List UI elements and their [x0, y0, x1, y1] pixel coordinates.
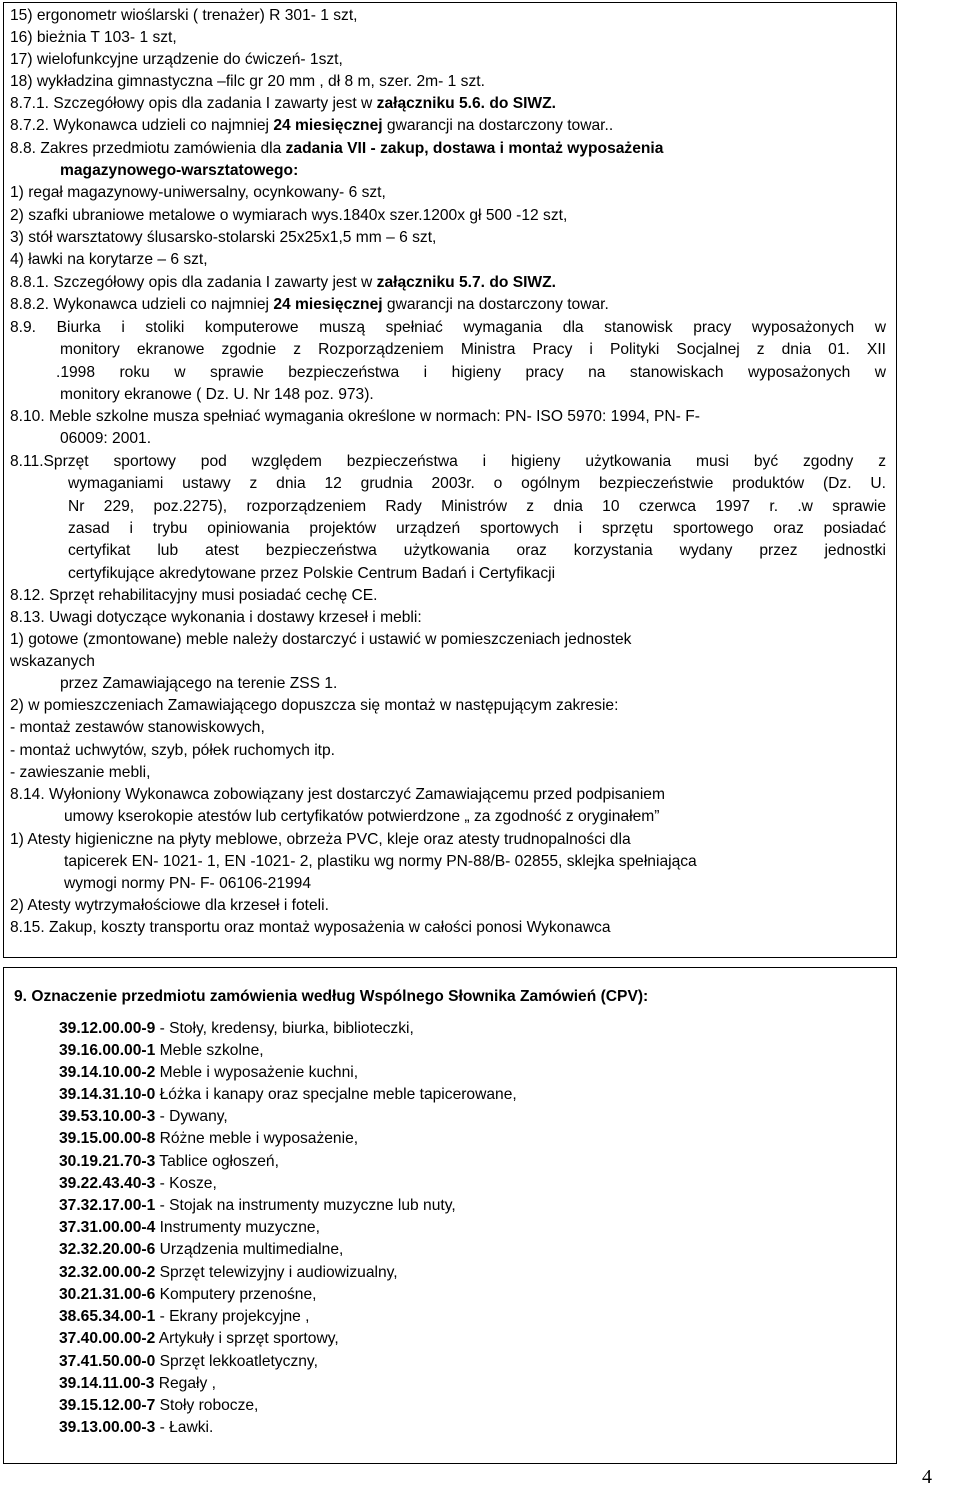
cpv-code: 37.41.50.00-0: [59, 1353, 156, 1370]
text-line: 8.10. Meble szkolne musza spełniać wymagania określone w normach: PN- ISO 5970: 1994, PN- F-: [10, 408, 700, 425]
cpv-description: Meble i wyposażenie kuchni,: [155, 1064, 359, 1081]
cpv-code: 38.65.34.00-1: [59, 1308, 156, 1325]
cpv-item: [59, 1240, 343, 1260]
attachment-ref: załączniku 5.7. do SIWZ.: [376, 274, 557, 291]
cpv-item: [59, 1085, 517, 1105]
cpv-description: - Stoły, kredensy, biurka, biblioteczki,: [155, 1020, 414, 1037]
text-line: 8.15. Zakup, koszty transportu oraz montaż wyposażenia w całości ponosi Wykonawca: [10, 919, 611, 936]
text-line: zasad i trybu opiniowania projektów urządzeń sportowych i sprzętu sportowego oraz posiadać: [68, 520, 886, 537]
cpv-item: [59, 1396, 258, 1416]
text-line: przez Zamawiającego na terenie ZSS 1.: [60, 675, 338, 692]
text-line: certyfikujące akredytowane przez Polskie Centrum Badań i Certyfikacji: [68, 565, 556, 582]
text-line: certyfikat lub atest bezpieczeństwa użytkowania oraz korzystania wydany przez jednostki: [68, 542, 886, 559]
cpv-description: - Kosze,: [155, 1175, 217, 1192]
cpv-item: [59, 1329, 339, 1349]
cpv-description: - Ławki.: [155, 1419, 214, 1436]
cpv-code: 39.14.31.10-0: [59, 1086, 156, 1103]
cpv-description: Artykuły i sprzęt sportowy,: [155, 1330, 339, 1347]
text-line: wymogi normy PN- F- 06106-21994: [64, 875, 312, 892]
text-line: 8.8.1. Szczegółowy opis dla zadania I zawarty jest w załączniku 5.7. do SIWZ.: [10, 274, 557, 291]
text-line: 18) wykładzina gimnastyczna –filc gr 20 mm , dł 8 m, szer. 2m- 1 szt.: [10, 73, 485, 90]
text-line: wymaganiami ustawy z dnia 12 grudnia 2003r. o ogólnym bezpieczeństwie produktów (Dz. U.: [68, 475, 886, 492]
section-heading: 9. Oznaczenie przedmiotu zamówienia według Wspólnego Słownika Zamówień (CPV):: [14, 988, 649, 1005]
page-number: 4: [922, 1466, 932, 1488]
cpv-code: 39.15.00.00-8: [59, 1130, 156, 1147]
cpv-item: [59, 1418, 213, 1438]
cpv-description: Regały ,: [154, 1375, 216, 1392]
text-line: Nr 229, poz.2275), rozporządzeniem Rady Ministrów z dnia 10 czerwca 1997 r. .w sprawie: [68, 498, 886, 515]
cpv-item: [59, 1152, 279, 1172]
list-item: 1) Atesty higieniczne na płyty meblowe, obrzeża PVC, kleje oraz atesty trudnopalności dla: [10, 831, 631, 848]
text-line: 16) bieżnia T 103- 1 szt,: [10, 29, 177, 46]
cpv-code: 39.22.43.40-3: [59, 1175, 156, 1192]
list-item: 3) stół warsztatowy ślusarsko-stolarski 25x25x1,5 mm – 6 szt,: [10, 229, 437, 246]
warranty-term: 24 miesięcznej: [273, 117, 383, 134]
text-line: 8.8.2. Wykonawca udzieli co najmniej 24 miesięcznej gwarancji na dostarczony towar.: [10, 296, 609, 313]
cpv-item: [59, 1019, 414, 1039]
cpv-description: Instrumenty muzyczne,: [155, 1219, 320, 1236]
list-item: - zawieszanie mebli,: [10, 764, 151, 781]
text-line: monitory ekranowe zgodnie z Rozporządzeniem Ministra Pracy i Polityki Socjalnej z dnia 01. XII: [60, 341, 886, 358]
cpv-item: [59, 1174, 217, 1194]
cpv-code: 39.15.12.00-7: [59, 1397, 156, 1414]
cpv-description: Sprzęt telewizyjny i audiowizualny,: [155, 1264, 398, 1281]
list-item: 4) ławki na korytarze – 6 szt,: [10, 251, 208, 268]
text-line: 8.7.2. Wykonawca udzieli co najmniej 24 miesięcznej gwarancji na dostarczony towar..: [10, 117, 614, 134]
attachment-ref: załączniku 5.6. do SIWZ.: [376, 95, 557, 112]
cpv-item: [59, 1129, 358, 1149]
cpv-item: [59, 1263, 398, 1283]
list-item: 2) w pomieszczeniach Zamawiającego dopuszcza się montaż w następującym zakresie:: [10, 697, 619, 714]
cpv-code: 37.40.00.00-2: [59, 1330, 156, 1347]
cpv-item: [59, 1218, 320, 1238]
cpv-description: - Ekrany projekcyjne ,: [155, 1308, 310, 1325]
text-line: 8.12. Sprzęt rehabilitacyjny musi posiadać cechę CE.: [10, 587, 378, 604]
cpv-code: 39.13.00.00-3: [59, 1419, 156, 1436]
cpv-description: Sprzęt lekkoatletyczny,: [155, 1353, 318, 1370]
cpv-code: 39.53.10.00-3: [59, 1108, 156, 1125]
cpv-description: Różne meble i wyposażenie,: [155, 1130, 359, 1147]
text-line: 8.9. Biurka i stoliki komputerowe muszą spełniać wymagania dla stanowisk pracy wyposażonych w: [10, 319, 886, 336]
cpv-description: Meble szkolne,: [155, 1042, 264, 1059]
text-line: 8.13. Uwagi dotyczące wykonania i dostawy krzeseł i mebli:: [10, 609, 422, 626]
list-item: 2) Atesty wytrzymałościowe dla krzeseł i foteli.: [10, 897, 329, 914]
task-title: zadania VII - zakup, dostawa i montaż wyposażenia: [285, 140, 664, 157]
cpv-description: - Stojak na instrumenty muzyczne lub nuty,: [155, 1197, 456, 1214]
cpv-item: [59, 1374, 216, 1394]
text-line: .1998 roku w sprawie bezpieczeństwa i higieny pracy na stanowiskach wyposażonych w: [56, 364, 886, 381]
text-line: wskazanych: [10, 653, 95, 670]
text-line: 17) wielofunkcyjne urządzenie do ćwiczeń- 1szt,: [10, 51, 343, 68]
cpv-code: 32.32.00.00-2: [59, 1264, 156, 1281]
cpv-description: Stoły robocze,: [155, 1397, 259, 1414]
cpv-description: Urządzenia multimedialne,: [155, 1241, 344, 1258]
text-line: 8.11.Sprzęt sportowy pod względem bezpieczeństwa i higieny użytkowania musi być zgodny z: [10, 453, 886, 470]
cpv-item: [59, 1352, 318, 1372]
text-line: monitory ekranowe ( Dz. U. Nr 148 poz. 973).: [60, 386, 374, 403]
text-line: umowy kserokopie atestów lub certyfikatów potwierdzone „ za zgodność z oryginałem”: [64, 808, 660, 825]
cpv-item: [59, 1307, 310, 1327]
warranty-term: 24 miesięcznej: [273, 296, 383, 313]
cpv-code: 39.14.11.00-3: [59, 1375, 155, 1392]
list-item: 1) gotowe (zmontowane) meble należy dostarczyć i ustawić w pomieszczeniach jednostek: [10, 631, 632, 648]
cpv-code: 30.21.31.00-6: [59, 1286, 156, 1303]
text-line: 15) ergonometr wioślarski ( trenażer) R 301- 1 szt,: [10, 7, 358, 24]
text-line: 06009: 2001.: [60, 430, 152, 447]
text-line: 8.14. Wyłoniony Wykonawca zobowiązany jest dostarczyć Zamawiającemu przed podpisaniem: [10, 786, 665, 803]
cpv-item: [59, 1063, 358, 1083]
cpv-code: 30.19.21.70-3: [59, 1153, 156, 1170]
cpv-item: [59, 1196, 456, 1216]
cpv-item: [59, 1107, 228, 1127]
list-item: 1) regał magazynowy-uniwersalny, ocynkowany- 6 szt,: [10, 184, 386, 201]
text-line: 8.7.1. Szczegółowy opis dla zadania I zawarty jest w załączniku 5.6. do SIWZ.: [10, 95, 557, 112]
text-line: magazynowego-warsztatowego:: [60, 162, 299, 179]
cpv-code: 32.32.20.00-6: [59, 1241, 156, 1258]
cpv-code: 39.14.10.00-2: [59, 1064, 156, 1081]
cpv-code: 37.31.00.00-4: [59, 1219, 156, 1236]
cpv-code: 39.12.00.00-9: [59, 1020, 156, 1037]
cpv-code: 37.32.17.00-1: [59, 1197, 156, 1214]
cpv-description: Tablice ogłoszeń,: [155, 1153, 279, 1170]
cpv-description: Komputery przenośne,: [155, 1286, 317, 1303]
list-item: - montaż uchwytów, szyb, półek ruchomych itp.: [10, 742, 336, 759]
cpv-description: Łóżka i kanapy oraz specjalne meble tapicerowane,: [155, 1086, 517, 1103]
cpv-item: [59, 1285, 316, 1305]
cpv-item: [59, 1041, 264, 1061]
text-line: tapicerek EN- 1021- 1, EN -1021- 2, plastiku wg normy PN-88/B- 02855, sklejka spełniająca: [64, 853, 697, 870]
list-item: 2) szafki ubraniowe metalowe o wymiarach wys.1840x szer.1200x gł 500 -12 szt,: [10, 207, 568, 224]
text-line: 8.8. Zakres przedmiotu zamówienia dla zadania VII - zakup, dostawa i montaż wyposażenia: [10, 140, 664, 157]
cpv-description: - Dywany,: [155, 1108, 228, 1125]
list-item: - montaż zestawów stanowiskowych,: [10, 719, 265, 736]
cpv-code: 39.16.00.00-1: [59, 1042, 156, 1059]
